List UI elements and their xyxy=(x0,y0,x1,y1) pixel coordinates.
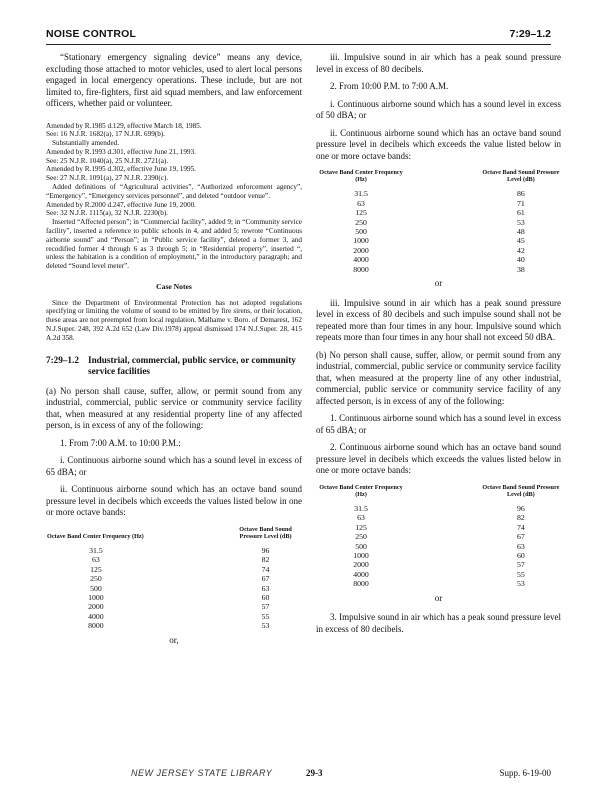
level-cell: 67 xyxy=(261,574,270,584)
amendment-line: Substantially amended. xyxy=(52,139,120,148)
frequency-cell: 500 xyxy=(355,227,367,237)
frequency-cell: 250 xyxy=(90,574,102,584)
frequency-cell: 63 xyxy=(357,198,365,208)
amendment-line: Inserted “Affected person”; in “Commercial facility”, added 9; in “Community service facility”, inserted a reference to public schools in 4, and added 5; rewrote “Continuous airborne sound” and “Person”; in “Public service facility”, deleted a former 3, and recodified former 4 through 6 as 3 through 5; in “Residential property”, inserted “, unless the habitation is a condition of employment,” in the introductory paragraph; and deleted “Sound level meter”. xyxy=(46,218,302,271)
item-2-iii: iii. Impulsive sound in air which has a peak sound pressure level in excess of 80 decibels and such impulse sound shall not be repeated more than four times in any hour. Impulsive sound which repeats more than four times in any hour shall not exceed 50 dBA. xyxy=(316,297,561,343)
frequency-cell: 500 xyxy=(355,541,367,551)
level-cell: 53 xyxy=(261,621,270,631)
item-2-ii: ii. Continuous airborne sound which has an octave band sound pressure level in decibels which exceeds the value listed below in one or more octave bands: xyxy=(316,127,561,161)
frequency-cell: 4000 xyxy=(88,611,104,621)
table-row xyxy=(316,265,561,274)
frequency-cell: 1000 xyxy=(353,236,369,246)
level-cell: 55 xyxy=(516,569,525,579)
frequency-cell: 500 xyxy=(90,583,102,593)
item-2: 2. From 10:00 P.M. to 7:00 A.M. xyxy=(330,81,449,91)
level-cell: 53 xyxy=(516,217,525,227)
table-row xyxy=(46,574,296,583)
item-1-i: i. Continuous airborne sound which has a sound level in excess of 65 dBA; or xyxy=(46,455,302,477)
level-cell: 63 xyxy=(261,583,270,593)
level-cell: 55 xyxy=(261,611,270,621)
item-b-1: 1. Continuous airborne sound which has a sound level in excess of 65 dBA; or xyxy=(316,413,561,435)
table-row xyxy=(316,218,561,227)
library-stamp: NEW JERSEY STATE LIBRARY xyxy=(131,768,273,778)
amendment-line: See: 16 N.J.R. 1682(a), 17 N.J.R. 699(b). xyxy=(46,130,165,139)
table-row xyxy=(316,236,561,245)
level-cell: 42 xyxy=(516,245,525,255)
left-column xyxy=(46,52,302,654)
item-1-ii: ii. Continuous airborne sound which has an octave band sound pressure level in decibels which exceeds the values listed below in one or more octave bands: xyxy=(46,484,302,518)
table-header-frequency: Octave Band Center Frequency (Hz) xyxy=(319,483,403,498)
frequency-cell: 2000 xyxy=(88,602,104,612)
amendment-line: Amended by R.1993 d.301, effective June 21, 1993. xyxy=(46,147,196,156)
frequency-cell: 31.5 xyxy=(354,503,368,513)
item-b-2: 2. Continuous airborne sound which has an octave band sound pressure level in decibels which exceeds the values listed below in one or more octave bands: xyxy=(316,442,561,476)
frequency-cell: 4000 xyxy=(353,569,369,579)
table-row xyxy=(46,621,296,630)
supplement-date: Supp. 6-19-00 xyxy=(499,768,551,778)
frequency-cell: 1000 xyxy=(353,551,369,560)
level-cell: 48 xyxy=(516,227,525,237)
section-number: 7:29–1.2 xyxy=(46,354,79,365)
table-row xyxy=(316,189,561,198)
frequency-cell: 2000 xyxy=(353,245,369,255)
level-cell: 60 xyxy=(261,592,270,602)
table-row xyxy=(316,199,561,208)
level-cell: 71 xyxy=(516,198,525,208)
right-column xyxy=(316,52,561,641)
table-row xyxy=(316,532,561,541)
frequency-cell: 8000 xyxy=(353,264,369,274)
table-row xyxy=(316,542,561,551)
table-header-level: Octave Band Sound Pressure Level (dB) xyxy=(482,169,560,184)
level-cell: 40 xyxy=(516,255,525,265)
frequency-cell: 125 xyxy=(355,522,367,532)
amendment-history xyxy=(46,122,302,272)
page-footer xyxy=(46,768,551,782)
table-header-frequency: Octave Band Center Frequency (Hz) xyxy=(319,169,403,184)
level-cell: 45 xyxy=(516,236,525,246)
octave-table-day xyxy=(46,525,296,631)
level-cell: 82 xyxy=(516,513,525,523)
table-row xyxy=(316,227,561,236)
frequency-cell: 63 xyxy=(92,555,100,565)
frequency-cell: 31.5 xyxy=(354,189,368,199)
level-cell: 63 xyxy=(516,541,525,551)
page-number: 29-3 xyxy=(306,768,323,778)
amendment-line: Amended by R.1985 d.129, effective March 18, 1985. xyxy=(46,121,202,130)
level-cell: 67 xyxy=(516,532,525,542)
or-connector: or xyxy=(434,278,443,289)
paragraph-b: (b) No person shall cause, suffer, allow, or permit sound from any industrial, commercial, public service or community service facility that, when measured at the property line of any other industrial, commercial, public service or community service facility of any affected person, is in excess of any of the following: xyxy=(316,349,561,406)
frequency-cell: 250 xyxy=(355,217,367,227)
table-row xyxy=(316,523,561,532)
frequency-cell: 1000 xyxy=(88,592,104,602)
table-row xyxy=(46,612,296,621)
level-cell: 60 xyxy=(516,551,525,560)
or-connector: or xyxy=(434,592,443,603)
level-cell: 57 xyxy=(261,602,270,612)
table-row xyxy=(46,602,296,611)
section-heading xyxy=(46,355,302,378)
table-header-level: Octave Band Sound Pressure Level (dB) xyxy=(239,525,292,540)
level-cell: 53 xyxy=(516,579,525,589)
frequency-cell: 8000 xyxy=(88,621,104,631)
or-connector: or, xyxy=(169,634,179,645)
running-header xyxy=(46,28,551,45)
table-row xyxy=(46,565,296,574)
amendment-line: See: 27 N.J.R. 1091(a), 27 N.J.R. 2390(c). xyxy=(46,174,169,183)
case-notes-title: Case Notes xyxy=(156,282,192,292)
table-row xyxy=(316,246,561,255)
level-cell: 74 xyxy=(261,564,270,574)
frequency-cell: 4000 xyxy=(353,255,369,265)
level-cell: 74 xyxy=(516,522,525,532)
definition-paragraph: “Stationary emergency signaling device” means any device, excluding those attached to motor vehicles, used to alert local persons engaged in local emergency operations. These include, but are not limited to, fire-fighters, first aid squad members, and law enforcement officers, whether paid or volunteer. xyxy=(46,52,302,108)
item-1: 1. From 7:00 A.M. to 10:00 P.M.: xyxy=(60,437,181,448)
frequency-cell: 31.5 xyxy=(89,545,103,555)
table-row xyxy=(316,551,561,560)
table-header-level: Octave Band Sound Pressure Level (dB) xyxy=(482,483,560,498)
amendment-line: See: 25 N.J.R. 1040(a), 25 N.J.R. 2721(a). xyxy=(46,156,169,165)
case-notes-text: Since the Department of Environmental Protection has not adopted regulations specifying or limiting the volume of sound to be emitted by fire sirens, or their location, these areas are not preempted from local regulation. Malhame v. Boro. of Demarest, 162 N.J.Super. 248, 392 A.2d 652 (Law Div.1978) appeal dismissed 174 N.J.Super. 28, 415 A.2d 358. xyxy=(46,298,302,342)
table-row xyxy=(316,513,561,522)
table-row xyxy=(46,555,296,564)
table-row xyxy=(46,546,296,555)
table-row xyxy=(316,255,561,264)
item-b-3: 3. Impulsive sound in air which has a peak sound pressure level in excess of 80 decibels. xyxy=(316,612,561,634)
octave-table-b xyxy=(316,483,561,589)
frequency-cell: 63 xyxy=(357,513,365,523)
table-row xyxy=(316,579,561,588)
section-title: Industrial, commercial, public service, or community service facilities xyxy=(88,354,296,377)
amendment-line: Amended by R.2000 d.247, effective June 19, 2000. xyxy=(46,200,196,209)
amendment-line: Amended by R.1995 d.302, effective June 19, 1995. xyxy=(46,165,196,174)
section-number-header: 7:29–1.2 xyxy=(509,28,551,40)
level-cell: 96 xyxy=(516,503,525,513)
item-2-i: i. Continuous airborne sound which has a sound level in excess of 50 dBA; or xyxy=(316,98,561,120)
table-row xyxy=(316,208,561,217)
table-row xyxy=(316,570,561,579)
level-cell: 82 xyxy=(261,555,270,565)
frequency-cell: 125 xyxy=(355,208,367,218)
level-cell: 38 xyxy=(516,264,525,274)
frequency-cell: 8000 xyxy=(353,579,369,589)
chapter-title: NOISE CONTROL xyxy=(46,28,137,40)
table-row xyxy=(46,584,296,593)
item-1-iii: iii. Impulsive sound in air which has a peak sound pressure level in excess of 80 decibels. xyxy=(316,52,561,74)
level-cell: 86 xyxy=(516,189,525,199)
table-header-frequency: Octave Band Center Frequency (Hz) xyxy=(47,532,144,540)
octave-table-night xyxy=(316,168,561,274)
level-cell: 57 xyxy=(516,560,525,570)
frequency-cell: 2000 xyxy=(353,560,369,570)
table-row xyxy=(46,593,296,602)
table-row xyxy=(316,504,561,513)
amendment-line: Added definitions of “Agricultural activities”, “Authorized enforcement agency”, “Emergency”, “Emergency services personnel”, and deleted “outdoor venue”. xyxy=(46,183,302,200)
frequency-cell: 250 xyxy=(355,532,367,542)
table-row xyxy=(316,560,561,569)
paragraph-a: (a) No person shall cause, suffer, allow, or permit sound from any industrial, commercial, public service or community service facility that, when measured at any residential property line of any affected person, is in excess of any of the following: xyxy=(46,385,302,431)
level-cell: 96 xyxy=(261,545,270,555)
amendment-line: See: 32 N.J.R. 1115(a), 32 N.J.R. 2230(b). xyxy=(46,209,169,218)
level-cell: 61 xyxy=(516,208,525,218)
frequency-cell: 125 xyxy=(90,564,102,574)
